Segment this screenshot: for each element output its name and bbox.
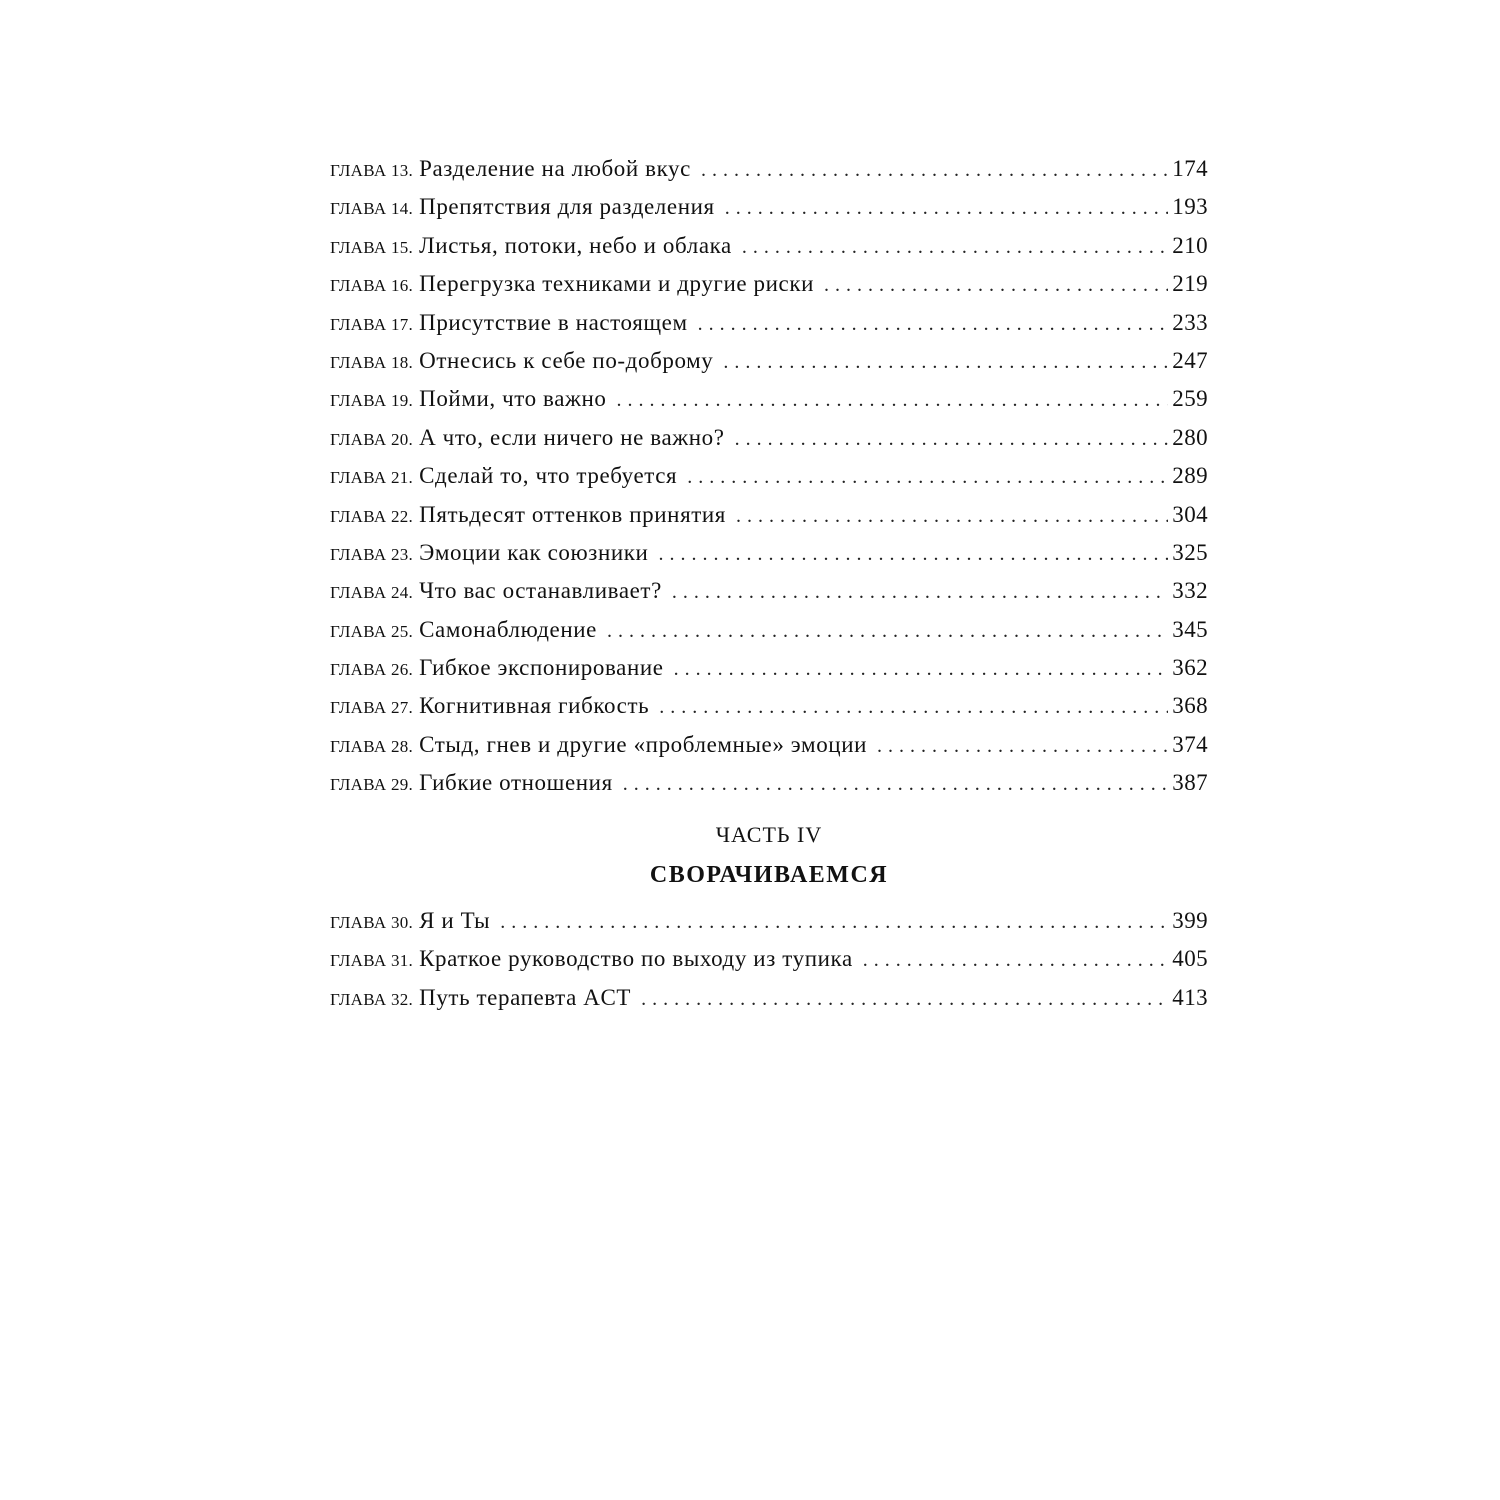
chapter-prefix: ГЛАВА 13. (330, 161, 414, 180)
dot-leader (877, 727, 1168, 765)
chapter-title: Самонаблюдение (419, 616, 597, 642)
chapter-prefix: ГЛАВА 31. (330, 951, 414, 971)
chapter-prefix: ГЛАВА 28. (330, 736, 414, 756)
chapter-prefix: ГЛАВА 18. (330, 352, 414, 372)
chapter-title: Разделение на любой вкус (419, 156, 691, 181)
chapter-title: Препятствия для разделения (419, 194, 715, 220)
dot-leader (658, 535, 1168, 573)
page-number: 399 (1172, 908, 1208, 933)
chapter-title: Пятьдесят оттенков принятия (419, 501, 726, 527)
toc-entry[interactable] (330, 265, 1208, 303)
page-number: 247 (1172, 347, 1208, 373)
page-number: 405 (1172, 946, 1208, 972)
toc-entry[interactable] (330, 726, 1208, 764)
chapter-title: Путь терапевта ACT (419, 984, 632, 1010)
page-number: 233 (1172, 309, 1208, 335)
chapter-title: Пойми, что важно (419, 386, 607, 412)
dot-leader (674, 650, 1169, 688)
page-number: 362 (1172, 655, 1208, 681)
chapter-title: Я и Ты (419, 908, 491, 933)
dot-leader (607, 612, 1168, 650)
dot-leader (725, 189, 1169, 227)
dot-leader (500, 903, 1168, 941)
chapter-prefix: ГЛАВА 17. (330, 314, 414, 334)
toc-entry[interactable] (330, 496, 1208, 534)
chapter-title: Что вас останавливает? (419, 578, 662, 604)
toc-entry[interactable] (330, 188, 1208, 226)
chapter-title: Перегрузка техниками и другие риски (419, 271, 815, 297)
page-number: 210 (1172, 232, 1208, 258)
toc-entry[interactable] (330, 227, 1208, 265)
dot-leader (735, 420, 1169, 458)
page-number: 193 (1172, 194, 1208, 220)
page-number: 219 (1172, 271, 1208, 297)
toc-entry[interactable] (330, 457, 1208, 495)
chapter-title: Гибкие отношения (419, 770, 613, 796)
chapter-title: Сделай то, что требуется (419, 463, 678, 489)
toc-entry[interactable] (330, 572, 1208, 610)
page-number: 374 (1172, 731, 1208, 757)
toc-entry[interactable] (330, 902, 1208, 940)
chapter-title: Когнитивная гибкость (419, 693, 650, 719)
page-number: 259 (1172, 386, 1208, 412)
toc-entry[interactable] (330, 380, 1208, 418)
chapter-prefix: ГЛАВА 15. (330, 237, 414, 257)
chapter-title: Стыд, гнев и другие «проблемные» эмоции (419, 731, 868, 757)
toc-entry[interactable] (330, 649, 1208, 687)
dot-leader (701, 151, 1168, 189)
page-number: 304 (1172, 501, 1208, 527)
dot-leader (623, 765, 1169, 803)
chapter-prefix: ГЛАВА 23. (330, 544, 414, 564)
dot-leader (659, 688, 1168, 726)
chapter-prefix: ГЛАВА 21. (330, 468, 414, 488)
dot-leader (742, 228, 1168, 266)
toc-entry[interactable] (330, 979, 1208, 1017)
chapter-prefix: ГЛАВА 22. (330, 506, 414, 526)
toc-entry[interactable] (330, 687, 1208, 725)
toc-entry[interactable] (330, 764, 1208, 802)
dot-leader (824, 266, 1168, 304)
page-number: 413 (1172, 984, 1208, 1010)
chapter-prefix: ГЛАВА 29. (330, 775, 414, 795)
page-number: 332 (1172, 578, 1208, 604)
toc-entry[interactable] (330, 419, 1208, 457)
dot-leader (736, 497, 1168, 535)
page-number: 174 (1172, 156, 1208, 181)
chapter-prefix: ГЛАВА 30. (330, 913, 414, 932)
chapter-prefix: ГЛАВА 26. (330, 660, 414, 680)
dot-leader (687, 458, 1168, 496)
part-title: СВОРАЧИВАЕМСЯ (649, 862, 889, 888)
dot-leader (863, 941, 1169, 979)
dot-leader (672, 573, 1168, 611)
dot-leader (698, 305, 1169, 343)
chapter-title: Присутствие в настоящем (419, 309, 688, 335)
page-number: 387 (1172, 770, 1208, 796)
toc-entry[interactable] (330, 150, 1208, 188)
chapter-title: А что, если ничего не важно? (419, 424, 725, 450)
toc-entry[interactable] (330, 611, 1208, 649)
toc-entry[interactable] (330, 304, 1208, 342)
page-number: 368 (1172, 693, 1208, 719)
toc-entry[interactable] (330, 342, 1208, 380)
chapter-title: Отнесись к себе по-доброму (419, 347, 714, 373)
chapter-prefix: ГЛАВА 24. (330, 583, 414, 603)
page-number: 289 (1172, 463, 1208, 489)
chapter-prefix: ГЛАВА 25. (330, 621, 414, 641)
dot-leader (723, 343, 1168, 381)
chapter-prefix: ГЛАВА 14. (330, 199, 414, 219)
dot-leader (641, 980, 1168, 1018)
part-label: ЧАСТЬ IV (715, 822, 823, 847)
page-number: 345 (1172, 616, 1208, 642)
chapter-prefix: ГЛАВА 16. (330, 276, 414, 296)
toc-entry[interactable] (330, 534, 1208, 572)
chapter-title: Гибкое экспонирование (419, 655, 664, 681)
dot-leader (617, 381, 1169, 419)
chapter-title: Листья, потоки, небо и облака (419, 232, 732, 258)
toc-part4-list (330, 902, 1208, 1017)
page-number: 325 (1172, 539, 1208, 565)
toc-entry[interactable] (330, 940, 1208, 978)
chapter-title: Эмоции как союзники (419, 539, 649, 565)
chapter-prefix: ГЛАВА 32. (330, 989, 414, 1009)
chapter-prefix: ГЛАВА 20. (330, 429, 414, 449)
chapter-prefix: ГЛАВА 19. (330, 391, 414, 411)
chapter-prefix: ГЛАВА 27. (330, 698, 414, 718)
page-number: 280 (1172, 424, 1208, 450)
toc-part3-list (330, 150, 1208, 803)
chapter-title: Краткое руководство по выходу из тупика (419, 946, 853, 972)
